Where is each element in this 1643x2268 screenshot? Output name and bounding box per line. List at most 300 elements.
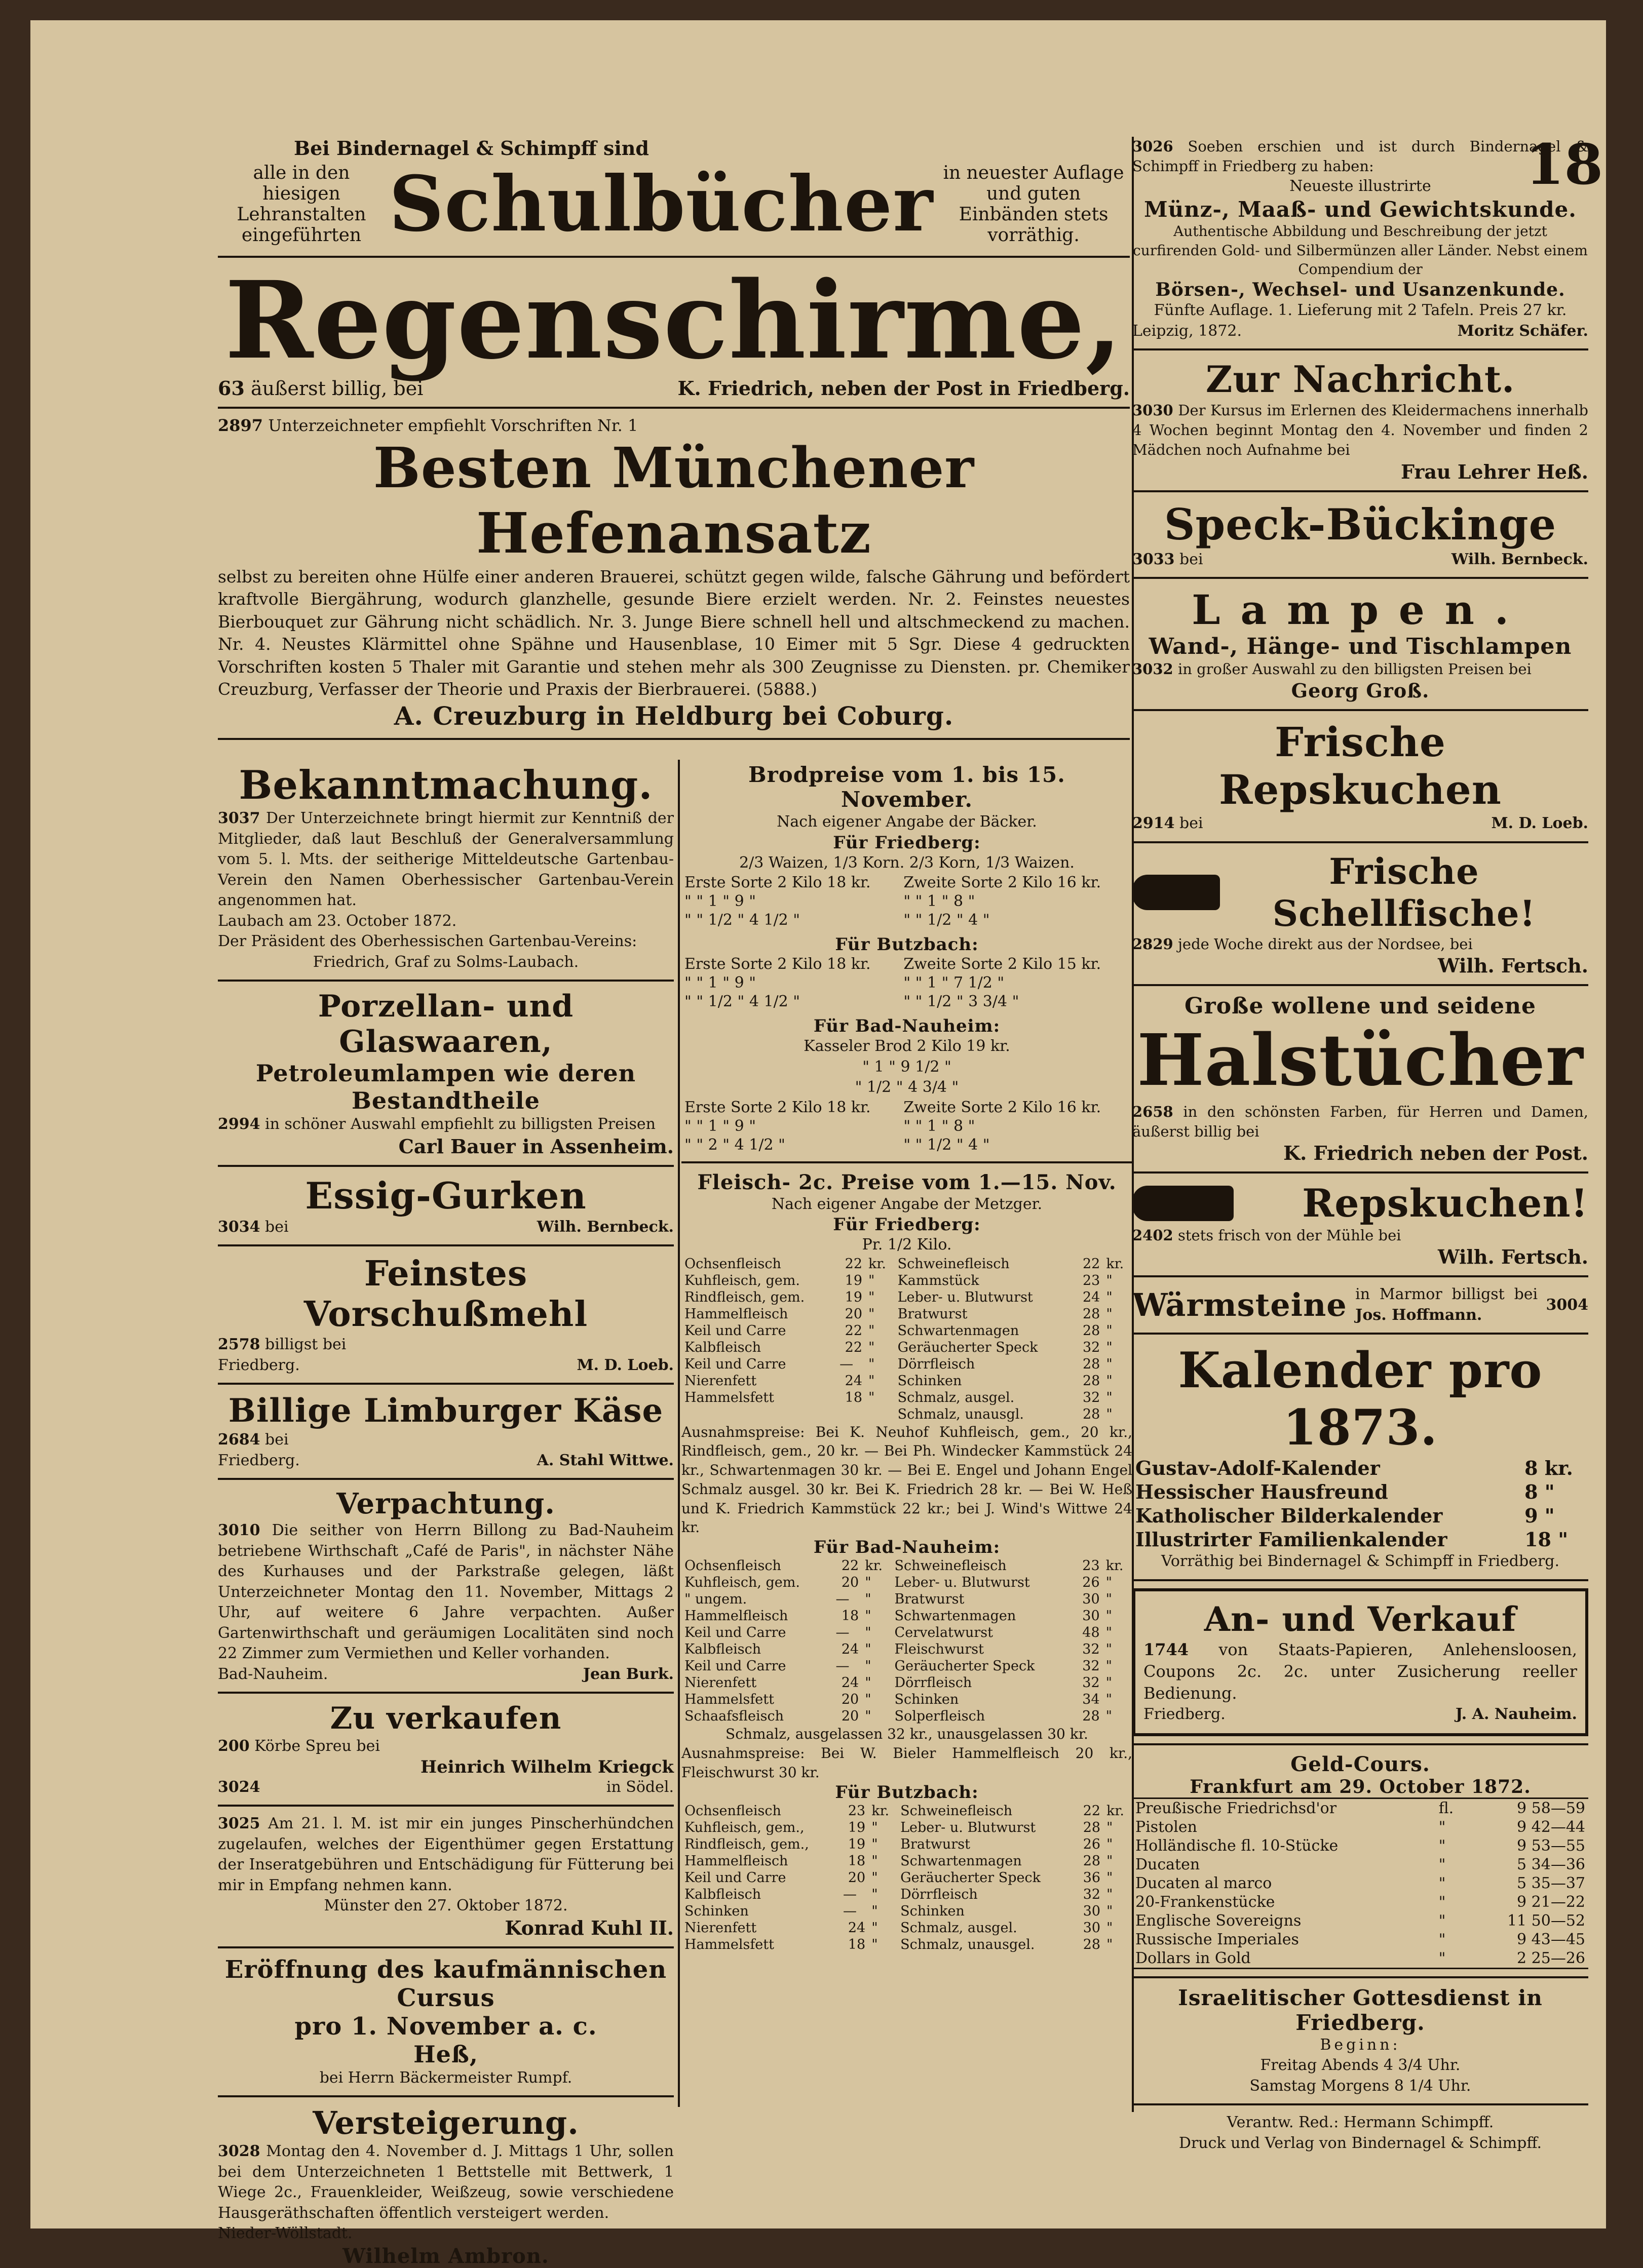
lampen-num: 3032 <box>1132 660 1173 678</box>
header-top-line: Bei Bindernagel & Schimpff sind <box>294 137 649 160</box>
waerm-num: 3004 <box>1546 1296 1588 1314</box>
gottes-line2: Samstag Morgens 8 1/4 Uhr. <box>1249 2077 1471 2095</box>
geld-cell: Ducaten al marco <box>1135 1874 1272 1892</box>
fleisch-nau-cell: " <box>1105 1658 1113 1674</box>
brod-nau-table <box>681 1098 1132 1154</box>
pinscher-body: Am 21. l. M. ist mir ein junges Pinscherhündchen zugelaufen, welches der Eigenthümer gegen Erstattung der Inseratgebühren und Entschädigung für Fütterung bei mir in Empfang nehmen kann. <box>218 1815 674 1894</box>
fleisch-butz-cell: 20 <box>848 1869 866 1886</box>
cursus-name: Heß, <box>413 2040 478 2068</box>
fleisch-butz-cell: 28 <box>1083 1853 1101 1869</box>
brod-nau-title: Für Bad-Nauheim: <box>813 1016 1001 1036</box>
page-number: 18 <box>1525 132 1603 197</box>
verpachtung-sig: Jean Burk. <box>583 1665 674 1683</box>
versteigerung-body: Montag den 4. November d. J. Mittags 1 Uhr, sollen bei dem Unterzeichneten 1 Bettstelle mit Bettwerk, 1 Wiege 2c., Frauenkleider, Weißzeug, sowie verschiedene Hausgeräthschaften öffentlich versteigert werden. <box>218 2142 674 2222</box>
hefe-body: selbst zu bereiten ohne Hülfe einer anderen Brauerei, schützt gegen wilde, falsche Gährung und befördert kraftvolle Biergährung, wodurch glanzhelle, gesunde Biere erzielt werden. Nr. 2. Feinstes neuestes Bierbouquet zur Gährung nicht schädlich. Nr. 3. Junge Biere schnell hell und altschmeckend zu machen. Nr. 4. Neustes Klärmittel ohne Spähne und Hausenblase, 10 Eimer mit 5 Sgr. Diese 4 gedruckten Vorschriften kosten 5 Thaler mit Garantie und stehen mehr als 300 Zeugnisse zu Diensten. pr. Chemiker Creuzburg, Verfasser der Theorie und Praxis der Bierbrauerei. (5888.) <box>218 566 1130 699</box>
fleisch-fried-cell <box>865 1406 895 1423</box>
kaese-num: 2684 <box>218 1431 260 1449</box>
fleisch-butz-cell: " <box>871 1836 878 1852</box>
brod-butz-table <box>681 955 1132 1011</box>
fleisch-nau-cell: 24 <box>841 1675 859 1691</box>
porzellan-body: in schöner Auswahl empfiehlt zu billigsten Preisen <box>265 1115 656 1133</box>
kalender-table <box>1132 1456 1588 1551</box>
brod-fried-row <box>681 873 1132 892</box>
fleisch-nau-cell: Schinken <box>894 1692 959 1708</box>
porzellan-title: Porzellan- und Glaswaaren, <box>318 989 574 1060</box>
versteigerung-num: 3028 <box>218 2142 260 2160</box>
fleisch-nau-cell: Nierenfett <box>684 1675 757 1691</box>
verkaufen-place: in Södel. <box>606 1778 674 1796</box>
fleisch-nau-cell: 23 <box>1082 1558 1100 1574</box>
brod-nau-cell: " " 2 " 4 1/2 " <box>684 1136 785 1154</box>
vorschuss-num: 2578 <box>218 1336 260 1353</box>
fleisch-fried-cell: Kammstück <box>897 1272 979 1288</box>
brod-nau-row <box>681 1117 1132 1136</box>
fleisch-butz-cell: " <box>1106 1853 1113 1869</box>
fleisch-nau-cell: Geräucherter Speck <box>894 1658 1035 1674</box>
bekannt-sig1: Der Präsident des Oberhessischen Gartenbau-Vereins: <box>218 932 637 950</box>
fleisch-fried-cell: " <box>1106 1272 1113 1288</box>
geld-cell: " <box>1438 1855 1446 1873</box>
fleisch-nau-cell: Ochsenfleisch <box>684 1558 781 1574</box>
brod-butz-row <box>681 973 1132 992</box>
fleisch-butz-cell: 30 <box>1083 1903 1101 1919</box>
fleisch-butz-cell: " <box>871 1869 878 1886</box>
fleisch-butz-cell: " <box>1106 1920 1113 1936</box>
regenschirme-right: K. Friedrich, neben der Post in Friedberg. <box>677 376 1130 400</box>
column-rule-1 <box>678 760 680 2107</box>
vorschuss-place: Friedberg. <box>218 1356 300 1374</box>
pointing-hand-icon <box>1132 875 1220 910</box>
fleisch-nau-cell: 32 <box>1082 1675 1100 1691</box>
fleisch-nau-cell: 26 <box>1082 1575 1100 1591</box>
brod-fried-cell: " " 1 " 8 " <box>903 892 975 910</box>
geld-cell: Englische Sovereigns <box>1135 1911 1302 1930</box>
fleisch-butz-cell: 26 <box>1083 1836 1101 1852</box>
brod-fried-title: Für Friedberg: <box>833 832 981 853</box>
fleisch-butz-cell: — <box>843 1903 857 1919</box>
kalender-cell: 8 " <box>1524 1480 1555 1504</box>
fleisch-fried-cell <box>681 1406 836 1423</box>
fleisch-nau-cell: " <box>865 1608 871 1624</box>
fleisch-fried-row <box>681 1356 1132 1373</box>
nachricht-title: Zur Nachricht. <box>1205 358 1515 401</box>
geld-cell: 5 35—37 <box>1517 1874 1585 1892</box>
lampen-sub: Wand-, Hänge- und Tischlampen <box>1149 634 1572 660</box>
fleisch-nau-cell: 34 <box>1082 1692 1100 1708</box>
reps-num: 2914 <box>1132 814 1175 833</box>
essig-title: Essig-Gurken <box>305 1174 587 1217</box>
fleisch-fried-cell: Geräucherter Speck <box>897 1339 1038 1355</box>
ankauf-body: von Staats-Papieren, Anlehensloosen, Coupons 2c. 2c. unter Zusicherung reeller Bedienung. <box>1143 1639 1578 1703</box>
geld-cell: " <box>1438 1949 1446 1967</box>
brod-nau-head3: " 1/2 " 4 3/4 " <box>855 1078 959 1096</box>
geld-row <box>1132 1855 1588 1874</box>
fleisch-nau-cell: " <box>865 1658 871 1674</box>
gottes-title: Israelitischer Gottesdienst in Friedberg. <box>1178 1985 1543 2035</box>
fleisch-butz-cell: Schmalz, ausgel. <box>900 1920 1017 1936</box>
fleisch-fried-cell: " <box>1106 1289 1113 1305</box>
fleisch-fried-cell: " <box>1106 1373 1113 1389</box>
fleisch-nau-cell: Schaafsfleisch <box>684 1708 784 1725</box>
kalender-row <box>1132 1528 1588 1551</box>
fleisch-fried-row <box>681 1289 1132 1306</box>
fleisch-fried-cell: Ochsenfleisch <box>684 1256 781 1272</box>
fleisch-butz-cell: Dörrfleisch <box>900 1886 978 1902</box>
fleisch-nau-cell: kr. <box>865 1558 883 1574</box>
fleisch-fried-row <box>681 1272 1132 1289</box>
kalender-cell: Hessischer Hausfreund <box>1135 1480 1388 1504</box>
fleisch-butz-cell: " <box>1106 1836 1113 1852</box>
fleisch-fried-cell: Nierenfett <box>684 1373 757 1389</box>
bekannt-date: Laubach am 23. October 1872. <box>218 912 457 930</box>
fleisch-butz-cell: Nierenfett <box>684 1920 757 1936</box>
geld-cell: Russische Imperiales <box>1135 1930 1299 1948</box>
fleisch-nau-row <box>681 1591 1132 1608</box>
brod-title: Brodpreise vom 1. bis 15. November. <box>748 762 1065 812</box>
fleisch-fried-cell: 24 <box>845 1373 863 1389</box>
pinscher-date: Münster den 27. Oktober 1872. <box>324 1897 568 1914</box>
fleisch-fried-cell: " <box>1106 1306 1113 1322</box>
verkaufen-title: Zu verkaufen <box>330 1701 562 1736</box>
fleisch-butz-cell: Leber- u. Blutwurst <box>900 1819 1036 1835</box>
fleisch-fried-cell: " <box>1106 1389 1113 1405</box>
kalender-cell: 8 kr. <box>1524 1457 1573 1480</box>
fleisch-fried-cell: 28 <box>1082 1406 1100 1422</box>
geld-table <box>1132 1797 1588 1969</box>
geld-row <box>1132 1911 1588 1930</box>
fleisch-nau-row <box>681 1608 1132 1624</box>
fleisch-butz-cell: kr. <box>871 1803 890 1819</box>
header-block <box>218 137 1130 747</box>
fleisch-fried-cell: " <box>868 1339 875 1355</box>
fleisch-nau-cell: Cervelatwurst <box>894 1625 994 1641</box>
geld-cell: 9 58—59 <box>1517 1799 1585 1817</box>
hals-num: 2658 <box>1132 1103 1173 1120</box>
brod-sub: Nach eigener Angabe der Bäcker. <box>777 813 1037 831</box>
cursus-title: Eröffnung des kaufmännischen Cursus <box>224 1955 667 2012</box>
fleisch-fried-cell: Schmalz, unausgl. <box>897 1406 1024 1422</box>
geld-row <box>1132 1874 1588 1893</box>
brod-nau-cell: " " 1 " 8 " <box>903 1117 975 1135</box>
fleisch-fried-cell: Kuhfleisch, gem. <box>684 1272 800 1288</box>
fleisch-fried-title: Für Friedberg: <box>833 1215 981 1235</box>
kalender-row <box>1132 1480 1588 1504</box>
column-1 <box>218 762 674 2268</box>
hefe-num: 2897 <box>218 415 263 435</box>
fleisch-nau-cell: " ungem. <box>684 1591 747 1608</box>
hals-title: Halstücher <box>1137 1019 1584 1102</box>
brod-nau-row <box>681 1098 1132 1117</box>
fleisch-butz-cell: " <box>871 1886 878 1902</box>
brod-fried-table <box>681 873 1132 929</box>
fleisch-butz-cell: 28 <box>1083 1819 1101 1835</box>
fleisch-nau-cell: 32 <box>1082 1658 1100 1674</box>
essig-left: bei <box>265 1218 289 1236</box>
fleisch-nau-cell: Keil und Carre <box>684 1658 786 1674</box>
fleisch-butz-cell: Geräucherter Speck <box>900 1869 1041 1886</box>
fleisch-butz-cell: " <box>871 1920 878 1936</box>
lampen-body: in großer Auswahl zu den billigsten Preisen bei <box>1177 660 1532 678</box>
brod-fried-cell: " " 1 " 9 " <box>684 892 756 910</box>
geld-sub: Frankfurt am 29. October 1872. <box>1190 1776 1531 1797</box>
fleisch-nau-cell: " <box>865 1692 871 1708</box>
geld-cell: " <box>1438 1893 1446 1911</box>
muenz-sig: Moritz Schäfer. <box>1457 322 1588 340</box>
geld-cell: Pistolen <box>1135 1818 1197 1836</box>
geld-cell: " <box>1438 1836 1446 1855</box>
kalender-row <box>1132 1504 1588 1528</box>
fleisch-butz-cell: 30 <box>1083 1920 1101 1936</box>
fleisch-nau-cell: " <box>1105 1675 1113 1691</box>
fleisch-fried-row <box>681 1322 1132 1339</box>
fleisch-nau-cell: Kuhfleisch, gem. <box>684 1575 800 1591</box>
fleisch-nau-ausnahme: Ausnahmspreise: Bei W. Bieler Hammelfleisch 20 kr., Fleischwurst 30 kr. <box>681 1745 1132 1781</box>
muenz-sub: Neueste illustrirte <box>1289 177 1431 195</box>
brod-nau-row <box>681 1136 1132 1154</box>
fleisch-butz-cell: " <box>1106 1886 1113 1902</box>
geld-cell: 9 42—44 <box>1517 1818 1585 1836</box>
muenz-intro: Soeben erschien und ist durch Bindernagel & Schimpff in Friedberg zu haben: <box>1132 138 1589 175</box>
lampen-title: Lampen. <box>1192 586 1529 634</box>
fleisch-butz-cell: Kuhfleisch, gem., <box>684 1819 805 1835</box>
fleisch-butz-cell: Rindfleisch, gem., <box>684 1836 809 1852</box>
fleisch-butz-row <box>681 1903 1132 1920</box>
header-left: alle in den hiesigen Lehranstalten eingeführten <box>237 163 366 246</box>
fleisch-nau-cell: Schwartenmagen <box>894 1608 1016 1624</box>
fleisch-nau-cell: " <box>865 1591 871 1608</box>
fleisch-sub: Nach eigener Angabe der Metzger. <box>771 1195 1043 1213</box>
fleisch-butz-cell: " <box>871 1936 878 1952</box>
fleisch-nau-row <box>681 1674 1132 1691</box>
nachricht-sig: Frau Lehrer Heß. <box>1401 460 1588 483</box>
vorschuss-left: billigst bei <box>265 1336 347 1353</box>
fleisch-fried-cell: 19 <box>845 1272 863 1288</box>
verkaufen-body: Körbe Spreu bei <box>254 1737 380 1755</box>
fleisch-nau-cell: 32 <box>1082 1641 1100 1658</box>
fleisch-fried-row <box>681 1306 1132 1322</box>
fleisch-fried-cell: Schmalz, ausgel. <box>897 1389 1015 1405</box>
fleisch-butz-row <box>681 1920 1132 1936</box>
fleisch-fried-row <box>681 1389 1132 1406</box>
fleisch-nau-cell: " <box>1105 1608 1113 1624</box>
verkaufen-name: Heinrich Wilhelm Kriegck <box>420 1756 674 1777</box>
geld-cell: 11 50—52 <box>1507 1911 1585 1930</box>
fleisch-fried-row <box>681 1339 1132 1356</box>
brod-fried-cell: Zweite Sorte 2 Kilo 16 kr. <box>903 874 1101 891</box>
hals-sub: Große wollene und seidene <box>1184 993 1537 1019</box>
fleisch-butz-row <box>681 1853 1132 1869</box>
ankauf-sig: J. A. Nauheim. <box>1455 1705 1577 1724</box>
brod-butz-cell: Zweite Sorte 2 Kilo 15 kr. <box>903 955 1101 973</box>
fleisch-butz-cell: — <box>843 1886 857 1902</box>
fleisch-butz-cell: Schinken <box>684 1903 749 1919</box>
fleisch-butz-cell: 19 <box>848 1836 866 1852</box>
kalender-cell: Katholischer Bilderkalender <box>1135 1504 1443 1528</box>
fleisch-fried-cell: 18 <box>845 1389 863 1405</box>
geld-row <box>1132 1930 1588 1949</box>
regenschirme-num: 63 <box>218 376 245 400</box>
fleisch-butz-cell: 36 <box>1083 1869 1101 1886</box>
geld-cell: Ducaten <box>1135 1855 1200 1873</box>
fleisch-nau-cell: 28 <box>1082 1708 1100 1725</box>
fleisch-fried-row <box>681 1373 1132 1389</box>
fleisch-fried-cell: kr. <box>868 1256 886 1272</box>
regenschirme-left: äußerst billig, bei <box>250 377 424 400</box>
fleisch-fried-cell: " <box>868 1306 875 1322</box>
fleisch-fried-cell: 28 <box>1082 1306 1100 1322</box>
cursus-body: bei Herrn Bäckermeister Rumpf. <box>319 2068 572 2087</box>
fleisch-title: Fleisch- 2c. Preise vom 1.—15. Nov. <box>697 1170 1117 1194</box>
fleisch-fried-cell: " <box>1106 1356 1113 1372</box>
brod-nau-head: Kasseler Brod 2 Kilo 19 kr. <box>804 1037 1010 1055</box>
hefe-sig: A. Creuzburg in Heldburg bei Coburg. <box>394 700 954 731</box>
reps2-body: stets frisch von der Mühle bei <box>1177 1227 1401 1244</box>
waerm-sig: Jos. Hoffmann. <box>1355 1306 1482 1324</box>
fleisch-butz-cell: 32 <box>1083 1886 1101 1902</box>
kalender-note: Vorräthig bei Bindernagel & Schimpff in Friedberg. <box>1161 1552 1560 1571</box>
brod-fried-cell: " " 1/2 " 4 " <box>903 911 990 929</box>
fleisch-nau-row <box>681 1708 1132 1725</box>
fleisch-fried-cell: 32 <box>1082 1389 1100 1405</box>
fleisch-nau-row <box>681 1658 1132 1674</box>
kalender-cell: Illustrirter Familienkalender <box>1135 1528 1447 1551</box>
geld-cell: Dollars in Gold <box>1135 1949 1251 1967</box>
porzellan-sig: Carl Bauer in Assenheim. <box>398 1135 674 1158</box>
brod-nau-cell: " " 1 " 9 " <box>684 1117 756 1135</box>
hals-sig: K. Friedrich neben der Post. <box>1283 1142 1588 1165</box>
fleisch-butz-cell: Hammelsfett <box>684 1936 774 1952</box>
bekannt-title: Bekanntmachung. <box>239 762 653 808</box>
column-2 <box>681 762 1132 1953</box>
schell-num: 2829 <box>1132 935 1173 953</box>
waerm-body: in Marmor billigst bei <box>1355 1285 1538 1304</box>
geld-cell: 20-Frankenstücke <box>1135 1893 1275 1911</box>
geld-row <box>1132 1893 1588 1911</box>
brod-nau-head2: " 1 " 9 1/2 " <box>862 1058 951 1076</box>
fleisch-fried-cell: 28 <box>1082 1322 1100 1339</box>
fleisch-butz-cell: 18 <box>848 1936 866 1952</box>
brod-butz-row <box>681 955 1132 973</box>
fleisch-butz-row <box>681 1836 1132 1853</box>
lampen-sig: Georg Groß. <box>1291 679 1430 702</box>
versteigerung-place: Nieder-Wöllstadt. <box>218 2224 353 2242</box>
hefe-intro: Unterzeichneter empfiehlt Vorschriften Nr. 1 <box>268 415 638 435</box>
fleisch-nau-cell: " <box>865 1708 871 1725</box>
brod-nau-cell: " " 1/2 " 4 " <box>903 1136 990 1154</box>
fleisch-nau-row <box>681 1691 1132 1708</box>
fleisch-ausnahme: Ausnahmspreise: Bei K. Neuhof Kuhfleisch, gem., 20 kr., Rindfleisch, gem., 20 kr. — Bei Ph. Windecker Kammstück 24 kr., Schwartenmagen 30 kr. — Bei E. Engel und Johann Engel Schmalz ausgel. 30 kr. Bei K. Friedrich 28 kr. — Bei W. Heß und K. Friedrich Kammstück 22 kr.; bei J. Wind's Wittwe 24 kr. <box>681 1423 1132 1536</box>
kalender-title: Kalender pro 1873. <box>1178 1342 1543 1457</box>
fleisch-nau-row <box>681 1557 1132 1574</box>
fleisch-fried-cell: 24 <box>1082 1289 1100 1305</box>
fleisch-butz-cell: Keil und Carre <box>684 1869 786 1886</box>
fleisch-butz-row <box>681 1803 1132 1819</box>
fleisch-fried-cell: 22 <box>1082 1256 1100 1272</box>
fleisch-fried-cell: Hammelfleisch <box>684 1306 788 1322</box>
fleisch-nau-cell: 20 <box>841 1692 859 1708</box>
fleisch-nau-cell: 22 <box>841 1558 859 1574</box>
kalender-cell: 9 " <box>1524 1504 1555 1528</box>
schell-sig: Wilh. Fertsch. <box>1437 954 1588 977</box>
geld-cell: 9 53—55 <box>1517 1836 1585 1855</box>
fleisch-butz-cell: " <box>1106 1869 1113 1886</box>
fleisch-nau-cell: Bratwurst <box>894 1591 965 1608</box>
brod-butz-title: Für Butzbach: <box>835 934 979 955</box>
brod-fried-cell: " " 1/2 " 4 1/2 " <box>684 911 800 929</box>
fleisch-fried-cell: " <box>868 1389 875 1405</box>
reps-left: bei <box>1179 814 1203 833</box>
geld-row <box>1132 1818 1588 1836</box>
kalender-cell: Gustav-Adolf-Kalender <box>1135 1457 1380 1480</box>
kalender-row <box>1132 1456 1588 1480</box>
versteigerung-sig: Wilhelm Ambron. <box>342 2244 549 2268</box>
verkaufen-num: 200 <box>218 1737 250 1755</box>
fleisch-nau-cell: Hammelsfett <box>684 1692 774 1708</box>
fleisch-fried-cell: 22 <box>845 1322 863 1339</box>
bekannt-body: Der Unterzeichnete bringt hiermit zur Kenntniß der Mitglieder, daß laut Beschluß der Generalversammlung vom 5. l. Mts. der seitherige Mitteldeutsche Gartenbau-Verein den Namen Oberhessischer Gartenbau-Verein angenommen hat. <box>218 809 674 909</box>
fleisch-fried-cell: " <box>1106 1406 1113 1422</box>
versteigerung-title: Versteigerung. <box>313 2104 579 2141</box>
fleisch-nau-cell: " <box>865 1625 871 1641</box>
geld-cell: " <box>1438 1818 1446 1836</box>
kaese-sig: A. Stahl Wittwe. <box>537 1451 674 1469</box>
fleisch-butz-cell: Bratwurst <box>900 1836 970 1852</box>
fleisch-nau-cell: Hammelfleisch <box>684 1608 788 1624</box>
fleisch-nau-cell: Kalbfleisch <box>684 1641 761 1658</box>
vorschuss-sig: M. D. Loeb. <box>577 1356 674 1374</box>
fleisch-butz-row <box>681 1819 1132 1836</box>
fleisch-fried-cell: Hammelsfett <box>684 1389 774 1405</box>
reps-sig: M. D. Loeb. <box>1491 814 1588 833</box>
fleisch-butz-cell: Kalbfleisch <box>684 1886 761 1902</box>
fleisch-nau-note: Schmalz, ausgelassen 32 kr., unausgelassen 30 kr. <box>725 1726 1088 1743</box>
bekannt-sig2: Friedrich, Graf zu Solms-Laubach. <box>313 953 579 971</box>
kaese-left: bei <box>265 1431 289 1449</box>
fleisch-fried-cell: " <box>868 1356 875 1372</box>
fleisch-nau-cell: 20 <box>841 1708 859 1725</box>
porzellan-num: 2994 <box>218 1115 260 1133</box>
fleisch-fried-cell: Schweinefleisch <box>897 1256 1010 1272</box>
porzellan-sub: Petroleumlampen wie deren Bestandtheile <box>255 1060 636 1114</box>
imprint-editor: Verantw. Red.: Hermann Schimpff. <box>1227 2114 1494 2132</box>
fleisch-butz-cell: " <box>871 1853 878 1869</box>
fleisch-fried-cell: Kalbfleisch <box>684 1339 761 1355</box>
waerm-title: Wärmsteine <box>1132 1286 1347 1324</box>
geld-cell: " <box>1438 1930 1446 1948</box>
fleisch-fried-cell: 28 <box>1082 1356 1100 1372</box>
speck-left: bei <box>1179 550 1203 568</box>
cursus-sub: pro 1. November a. c. <box>294 2012 597 2041</box>
fleisch-nau-cell: 18 <box>841 1608 859 1624</box>
fleisch-nau-table <box>681 1557 1132 1725</box>
muenz-body2: Fünfte Auflage. 1. Lieferung mit 2 Tafeln. Preis 27 kr. <box>1154 301 1567 320</box>
verpachtung-body: Die seither von Herrn Billong zu Bad-Nauheim betriebene Wirthschaft „Café de Paris", in nächster Nähe des Kurhauses und der Parkstraße gelegen, läßt Unterzeichneter Montag den 11. November, Mittags 2 Uhr, auf weitere 6 Jahre verpachten. Außer Gartenwirthschaft und geräumigen Localitäten sind noch 22 Zimmer zum Vermiethen und Keller vorhanden. <box>218 1521 674 1662</box>
fleisch-nau-cell: " <box>1105 1708 1113 1725</box>
geld-cell: " <box>1438 1874 1446 1892</box>
fleisch-nau-cell: " <box>1105 1625 1113 1641</box>
fleisch-butz-cell: Schwartenmagen <box>900 1853 1022 1869</box>
brod-nau-cell: Erste Sorte 2 Kilo 18 kr. <box>684 1098 871 1116</box>
fleisch-fried-row <box>681 1256 1132 1272</box>
geld-cell: Preußische Friedrichsd'or <box>1135 1799 1337 1817</box>
brod-butz-cell: " " 1 " 7 1/2 " <box>903 974 1005 992</box>
fleisch-nau-cell: 24 <box>841 1641 859 1658</box>
fleisch-unit: Pr. 1/2 Kilo. <box>862 1236 952 1254</box>
fleisch-nau-cell: — <box>835 1658 850 1674</box>
geld-cell: Holländische fl. 10-Stücke <box>1135 1836 1339 1855</box>
hals-body: in den schönsten Farben, für Herren und Damen, äußerst billig bei <box>1132 1103 1588 1141</box>
geld-cell: 2 25—26 <box>1517 1949 1585 1967</box>
